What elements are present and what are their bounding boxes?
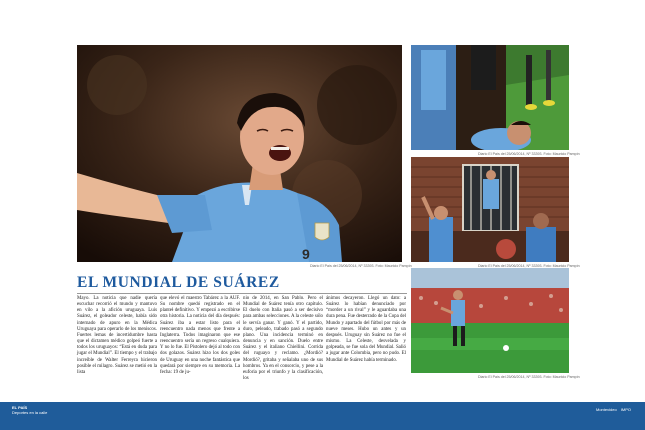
footer-brand: EL PAÍS xyxy=(12,405,28,410)
side-photo-3-caption: Diario El País del 25/06/2014, Nº 33393. Foto: Mauricio Pampín xyxy=(478,375,580,379)
footer-bar xyxy=(0,402,645,430)
side-photo-1-art xyxy=(411,45,569,150)
footer-logos xyxy=(593,407,631,412)
jersey-number: 9 xyxy=(302,246,310,262)
side-photo-2-art xyxy=(411,157,569,262)
side-photo-fans-window xyxy=(411,157,569,262)
footer-brand-block xyxy=(12,405,47,415)
footer-logo-2: IMPO xyxy=(620,407,632,412)
side-photo-3-art xyxy=(411,268,569,373)
article-column-3: nio de 2014, en San Pablo. Pero el Mundial de Suárez tenía otro capítulo. El duelo con Italia pasó a ser decisivo para ambas selecciones. A la celeste sólo le servía ganar. Y ganó. Y el partido, duro, peleado, trabado pasó a segundo plano. Una incidencia terminó en denuncia y en sanción. Duelo entre Suárez y el italiano Chiellini. Corrida del ruguayo y reclamo. ¿Mordió? Mordió?, gritaba y señalaba uno de sus hombros. Ya en el consorcio, y pese a la euforia por el triunfo y la clasificación, los xyxy=(243,296,323,382)
footer-logo-1: Montevideo xyxy=(596,407,617,412)
main-photo-art xyxy=(77,45,402,262)
main-photo-suarez-celebrating xyxy=(77,45,402,262)
side-photo-1-caption: Diario El País del 25/06/2014, Nº 33393. Foto: Mauricio Pampín xyxy=(478,152,580,156)
side-photo-players-celebrating xyxy=(411,45,569,150)
article-column-2: que elevó el maestro Tabárez a la AUF. Su nombre quedó registrado en el planteł definitivo. Y empezó a escribirse otra historia. La noticia del día después: Suárez iba a estar listo para el reencuentro nada menos que frente a Inglaterra. Todos imaginaron que ese reencuentro sería un regreso cualquiera. Y no lo fue. El Pistolero dejó al todo con dos golazos. Suárez hizo los dos goles de Uruguay en una noche fantástica que quedará por siempre en su memoria. La fecha: 19 de ju- xyxy=(160,296,240,375)
headline-divider xyxy=(77,293,407,294)
article-headline: EL MUNDIAL DE SUÁREZ xyxy=(77,274,280,291)
main-photo-caption: Diario El País del 25/06/2014, Nº 33393. Foto: Mauricio Pampín xyxy=(310,264,412,268)
article-column-1: Mayo. La noticia que nadie quería escuchar recorrió el mundo y mantuvo en vilo a la afición uruguaya. Luis Suárez, el goleador celeste, había sido internado de apuro en la Médica Uruguaya para operarlo de los meniscos. Fuertes lemas de incertidumbre hasta que el dictamen médico golpeó fuerte a todos los uruguayos: “Está en duda para jugar el Mundial”. El tiempo y el trabajo increíble de Walter Ferreyra hicieron posible el milagro. Suárez se metió en la lista xyxy=(77,296,157,375)
side-photo-2-caption: Diario El País del 25/06/2014, Nº 33393. Foto: Mauricio Pampín xyxy=(478,264,580,268)
side-photo-player-pitch xyxy=(411,268,569,373)
article-column-4: ánimos decayeron. Llegó un dato: a Suárez lo habían denunciado por “morder a un rival” y le aguardaba una dura pena. Fue desterrado de la Copa del Mundo y apartado del fútbol por más de nueve meses. Hubo un antes y un después. Uruguay sin Suárez no fue el mismo. La Celeste, desvelada y golpeada, se fue sola del Mundial. Salió a jugar ante Colombia, pero no pudo. El Mundial de Suárez había terminado. xyxy=(326,296,406,363)
footer-section: Deportes en la calle xyxy=(12,410,48,416)
